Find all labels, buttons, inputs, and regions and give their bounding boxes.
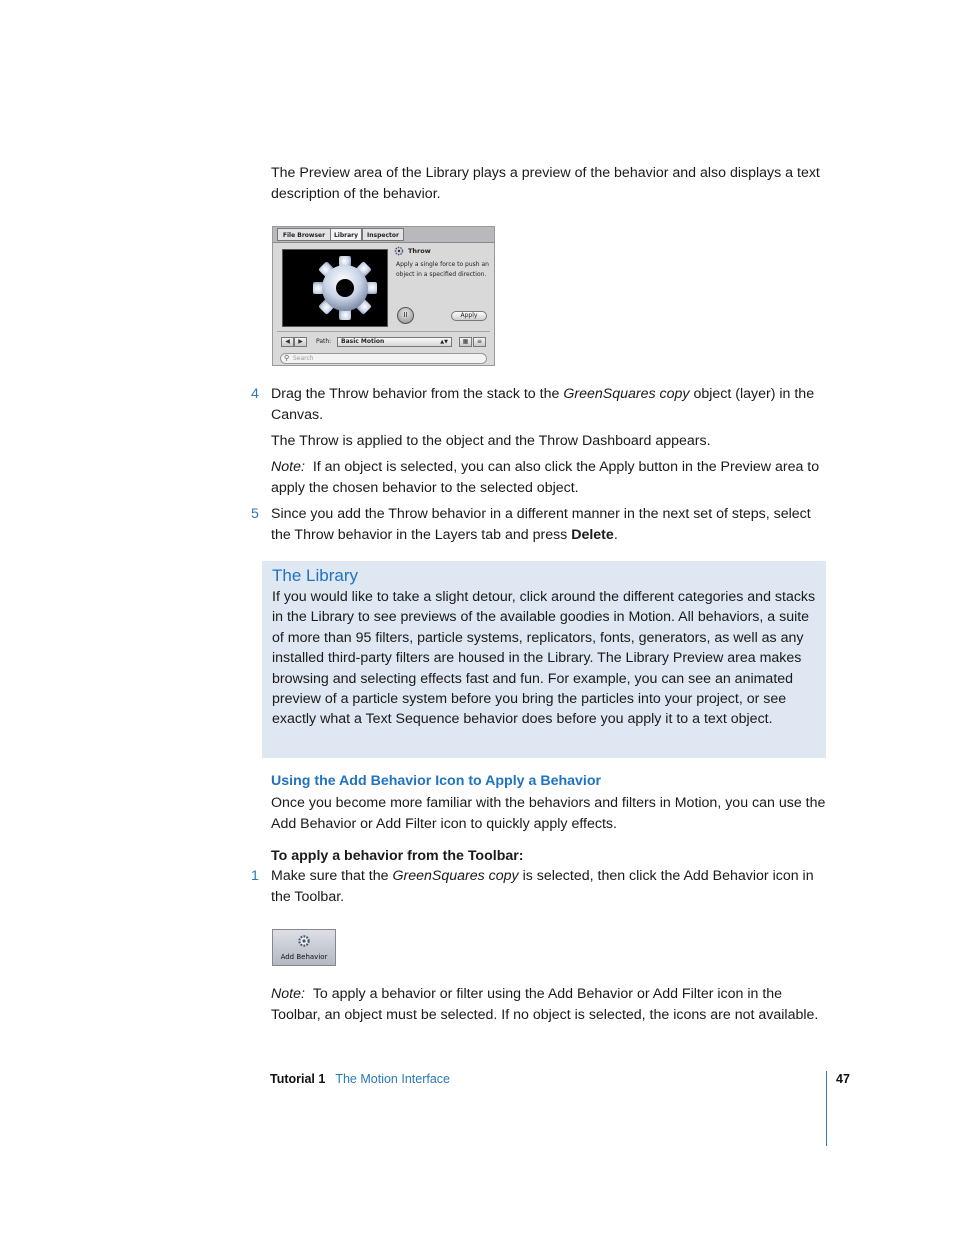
section-heading: Using the Add Behavior Icon to Apply a Behavior [271, 773, 602, 789]
path-value: Basic Motion [341, 338, 385, 345]
tab-library[interactable]: Library [330, 228, 362, 241]
step-4-text-a: Drag the Throw behavior from the stack to the [271, 386, 564, 402]
page-number: 47 [836, 1072, 850, 1086]
note-2-label: Note: [271, 986, 305, 1002]
step-1-text-a: Make sure that the [271, 868, 393, 884]
footer-divider [826, 1071, 827, 1146]
step-4-result: The Throw is applied to the object and the Throw Dashboard appears. [271, 433, 711, 449]
apply-button[interactable]: Apply [451, 311, 487, 321]
behavior-name: Throw [408, 247, 431, 255]
step-4-number: 4 [251, 386, 259, 402]
list-view-icon[interactable]: ≡ [473, 337, 486, 347]
chevron-updown-icon: ▲▼ [440, 339, 448, 345]
pause-button[interactable]: II [397, 307, 414, 324]
note-2 [271, 984, 827, 1025]
step-1-text-b: is selected, then click the Add Behavior icon in the Toolbar. [271, 868, 814, 905]
back-button[interactable]: ◀ [281, 337, 294, 347]
tab-inspector[interactable]: Inspector [362, 228, 404, 241]
add-behavior-gear-icon [297, 934, 311, 948]
tab-bar [273, 227, 494, 243]
grid-view-icon[interactable]: ▦ [459, 337, 472, 347]
sidebar-body: If you would like to take a slight detour, click around the different categories and stacks in the Library to see previews of the available goodies in Motion. All behaviors, a suite of more than 95 filters, particle systems, replicators, fonts, generators, as well as any installed third-party filters are housed in the Library. The Library Preview area makes browsing and selecting effects fast and fun. For example, you can see an animated preview of a particle system before you bring the particles into your project, or see exactly what a Text Sequence behavior does before you apply it to a text object. [272, 589, 816, 728]
add-behavior-button[interactable] [272, 929, 336, 966]
sidebar-title: The Library [272, 566, 358, 585]
search-placeholder: Search [293, 355, 314, 362]
task-heading: To apply a behavior from the Toolbar: [271, 848, 524, 864]
note-2-text: To apply a behavior or filter using the Add Behavior or Add Filter icon in the Toolbar, an object must be selected. If no object is selected, the icons are not available. [271, 986, 819, 1023]
path-label: Path: [316, 338, 332, 345]
divider [277, 331, 490, 332]
search-field[interactable] [280, 353, 487, 364]
tab-file-browser[interactable]: File Browser [277, 228, 331, 241]
step-5-text [271, 504, 827, 545]
note-1-text: If an object is selected, you can also click the Apply button in the Preview area to apply the chosen behavior to the selected object. [271, 459, 820, 496]
footer-chapter: Tutorial 1 [270, 1072, 326, 1086]
step-4-text [271, 384, 827, 425]
search-icon: ⚲ [284, 354, 290, 362]
forward-button[interactable]: ▶ [294, 337, 307, 347]
delete-key: Delete [571, 526, 614, 543]
footer [270, 1072, 450, 1086]
gear-icon [283, 250, 387, 326]
intro-paragraph: The Preview area of the Library plays a preview of the behavior and also displays a text description of the behavior. [271, 165, 820, 202]
step-1-layer-name: GreenSquares copy [392, 868, 519, 884]
step-1-text [271, 866, 827, 907]
note-1 [271, 457, 827, 498]
step-5-text-b: . [613, 526, 618, 543]
library-panel-screenshot [272, 226, 495, 366]
section-intro: Once you become more familiar with the behaviors and filters in Motion, you can use the Add Behavior or Add Filter icon to quickly apply effects. [271, 795, 826, 832]
step-4-layer-name: GreenSquares copy [563, 386, 690, 402]
step-1-number: 1 [251, 868, 259, 884]
throw-behavior-icon [394, 246, 404, 256]
step-4-text-b: object (layer) in the Canvas. [271, 386, 815, 423]
library-sidebar [262, 561, 826, 758]
path-select[interactable] [337, 337, 452, 347]
step-5-number: 5 [251, 506, 259, 522]
behavior-description: Apply a single force to push an object in a specified direction. [396, 261, 489, 278]
add-behavior-label: Add Behavior [280, 953, 328, 961]
note-1-label: Note: [271, 459, 305, 475]
step-5-text-a: Since you add the Throw behavior in a different manner in the next set of steps, select the Throw behavior in the Layers tab and press [271, 506, 811, 543]
footer-title: The Motion Interface [335, 1072, 450, 1086]
preview-area [282, 249, 388, 327]
